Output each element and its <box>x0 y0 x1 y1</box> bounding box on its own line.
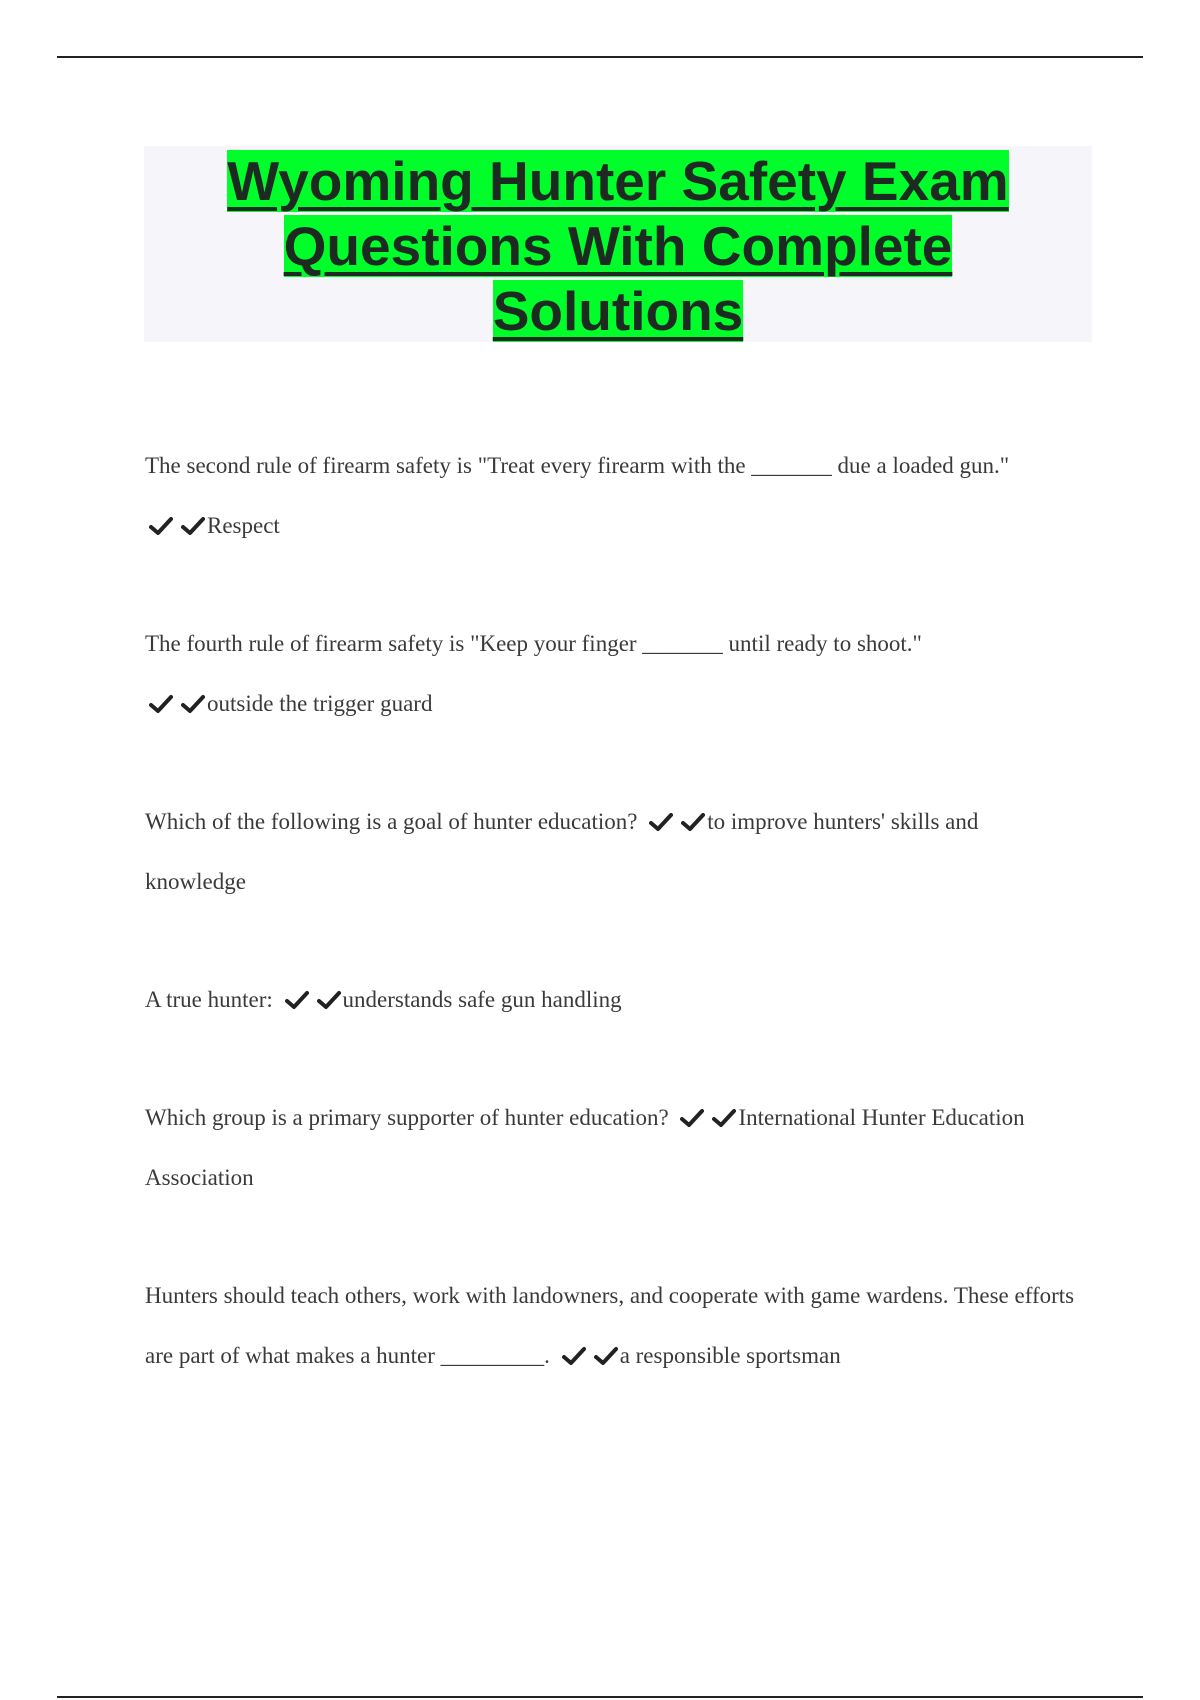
double-check-icon <box>649 809 707 834</box>
question-text: Which of the following is a goal of hunter education? <box>145 809 638 834</box>
qa-item <box>145 792 1085 912</box>
page-title <box>144 146 1092 344</box>
double-check-icon <box>149 513 207 538</box>
question-text: Which group is a primary supporter of hunter education? <box>145 1105 669 1130</box>
check-icon <box>681 812 705 832</box>
qa-list <box>145 436 1085 1386</box>
check-icon <box>594 1346 618 1366</box>
check-icon <box>680 1108 704 1128</box>
check-icon <box>149 516 173 536</box>
check-icon <box>317 990 341 1010</box>
answer-text: understands safe gun handling <box>342 987 622 1012</box>
double-check-icon <box>285 987 343 1012</box>
check-icon <box>149 694 173 714</box>
check-icon <box>712 1108 736 1128</box>
check-icon <box>285 990 309 1010</box>
top-rule <box>57 56 1143 58</box>
double-check-icon <box>562 1343 620 1368</box>
answer-line <box>145 674 1085 734</box>
answer-text: International Hunter Education Association <box>145 1105 1025 1190</box>
qa-item <box>145 970 1085 1030</box>
title-line-2: Questions With Complete <box>283 215 953 277</box>
answer-text: to improve hunters' skills and knowledge <box>145 809 979 894</box>
check-icon <box>562 1346 586 1366</box>
title-banner <box>144 146 1092 342</box>
question-text: A true hunter: <box>145 987 273 1012</box>
qa-item <box>145 614 1085 734</box>
double-check-icon <box>149 691 207 716</box>
bottom-rule <box>57 1696 1143 1698</box>
question-text: Hunters should teach others, work with landowners, and cooperate with game wardens. These efforts are part of what makes a hunter _________. <box>145 1283 1075 1368</box>
double-check-icon <box>680 1105 738 1130</box>
qa-item <box>145 1088 1085 1208</box>
title-line-3: Solutions <box>492 280 744 342</box>
check-icon <box>181 694 205 714</box>
answer-text: a responsible sportsman <box>619 1343 841 1368</box>
question-text: The fourth rule of firearm safety is "Keep your finger _______ until ready to shoot." <box>145 631 922 656</box>
answer-line <box>145 496 1085 556</box>
check-icon <box>649 812 673 832</box>
title-line-1: Wyoming Hunter Safety Exam <box>227 150 1009 212</box>
answer-text: Respect <box>207 513 280 538</box>
qa-item <box>145 1266 1085 1386</box>
qa-item <box>145 436 1085 556</box>
check-icon <box>181 516 205 536</box>
answer-text: outside the trigger guard <box>207 691 433 716</box>
question-text: The second rule of firearm safety is "Treat every firearm with the _______ due a loaded gun." <box>145 453 1010 478</box>
